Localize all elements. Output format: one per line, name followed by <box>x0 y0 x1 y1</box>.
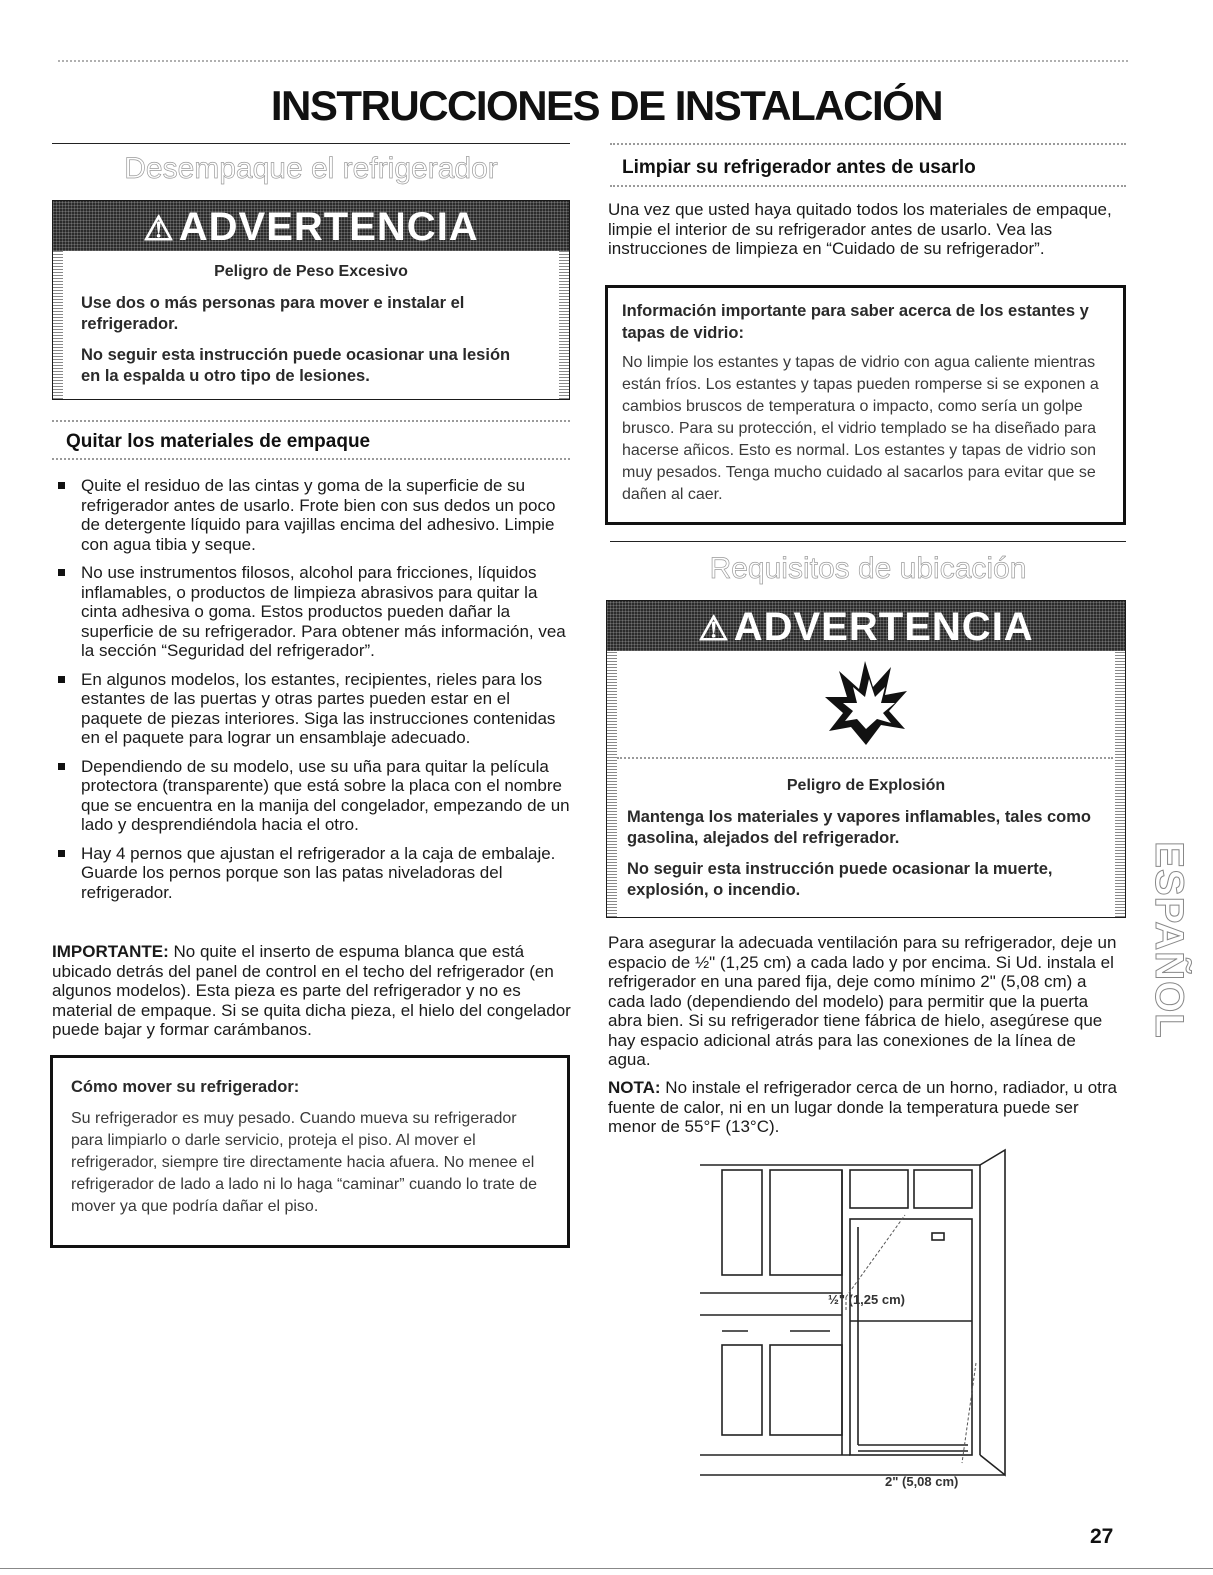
warning-title: Peligro de Explosión <box>786 777 946 794</box>
subsection-clean-before-use: Limpiar su refrigerador antes de usarlo <box>622 157 976 178</box>
explosion-icon <box>821 657 911 749</box>
list-item: En algunos modelos, los estantes, recipientes, rieles para los estantes de las puertas y otras partes pueden estar en el paquete de piezas interiores. Siga las instrucciones contenidas en el paquete para lograr un ensamblaje adecuado. <box>57 670 572 748</box>
list-item: Quite el residuo de las cintas y goma de la superficie de su refrigerador antes de usarlo. Frote bien con sus dedos un poco de detergente líquido para vajillas encima del adhesivo. Limpie con agua tibia y seque. <box>57 476 572 554</box>
page-number: 27 <box>1090 1525 1114 1548</box>
list-item: Dependiendo de su modelo, use su uña para quitar la película protectora (transparente) que está sobre la placa con el nombre que se encuentra en la manija del congelador, empezando de un lado y desprendiéndola hacia el otro. <box>57 757 572 835</box>
clean-intro-paragraph: Una vez que usted haya quitado todos los materiales de empaque, limpie el interior de su refrigerador antes de usarlo. Vea las instrucciones de limpieza en “Cuidado de su refrigerador”. <box>608 200 1112 258</box>
language-side-tab: ESPAÑOL <box>1147 841 1191 1039</box>
section-heading-location: Requisitos de ubicación <box>709 552 1027 585</box>
warning-text-2: No seguir esta instrucción puede ocasionar una lesión en la espalda u otro tipo de lesiones. <box>81 346 511 385</box>
left-section-rule <box>52 143 570 144</box>
important-paragraph: IMPORTANTE: No quite el inserto de espuma blanca que está ubicado detrás del panel de control en el techo del refrigerador (en algunos modelos). Esta pieza es parte del refrigerador y no es material de empaque. Si se quita dicha pieza, el hielo del congelador puede bajar y formar carámbanos. <box>52 942 571 1039</box>
warning-text-2: No seguir esta instrucción puede ocasionar la muerte, explosión, o incendio. <box>627 860 1053 899</box>
warning-label: ⚠ ADVERTENCIA <box>143 205 479 249</box>
moving-box-text: Su refrigerador es muy pesado. Cuando mueva su refrigerador para limpiarlo o darle servicio, proteja el piso. Al mover el refrigerador, siempre tire directamente hacia afuera. No menee el refrigerador de lado a lado ni lo haga “caminar” cuando lo trate de mover ya que podría dañar el piso. <box>71 1110 538 1215</box>
glass-box-title: Información importante para saber acerca de los estantes y tapas de vidrio: <box>622 302 1089 342</box>
ventilation-paragraph: Para asegurar la adecuada ventilación para su refrigerador, deje un espacio de ½" (1,25 cm) a cada lado y por encima. Si Ud. instala el refrigerador en una pared fija, deje como mínimo 2" (5,08 cm) a cada lado (dependiendo del modelo) para permitir que la puerta abra bien. Si su refrigerador tiene fábrica de hielo, asegúrese que hay espacio adicional atrás para las conexiones de la línea de agua. <box>608 933 1117 1069</box>
figure-label-half-inch: ½" (1,25 cm) <box>828 1292 905 1307</box>
glass-box-text: No limpie los estantes y tapas de vidrio con agua caliente mientras están fríos. Los estantes y tapas pueden romperse si se exponen a cambios bruscos de temperatura o impacto, como sería un golpe brusco. Para su protección, el vidrio templado se ha diseñado para hacerse añicos. Esto es normal. Los estantes y tapas de vidrio son muy pesados. Tenga mucho cuidado al sacarlos para evitar que se dañen al caer. <box>622 354 1099 503</box>
warning-box-weight <box>52 200 570 400</box>
right-section-rule <box>610 541 1126 542</box>
warning-triangle-icon: ⚠ <box>698 610 730 648</box>
warning-text-1: Mantenga los materiales y vapores inflamables, tales como gasolina, alejados del refrigerador. <box>627 808 1092 847</box>
figure-label-two-inch: 2" (5,08 cm) <box>885 1474 959 1489</box>
list-item: Hay 4 pernos que ajustan el refrigerador a la caja de embalaje. Guarde los pernos porque son las patas niveladoras del refrigerador. <box>57 844 572 903</box>
refrigerator-clearance-figure <box>700 1145 1015 1490</box>
packing-bullet-list <box>57 476 572 902</box>
warning-triangle-icon: ⚠ <box>143 210 175 248</box>
section-heading-unpack: Desempaque el refrigerador <box>124 152 498 185</box>
warning-banner <box>53 201 569 251</box>
warning-label: ⚠ ADVERTENCIA <box>698 605 1034 649</box>
moving-box-title: Cómo mover su refrigerador: <box>71 1078 300 1096</box>
warning-box-explosion <box>606 600 1126 918</box>
list-item: No use instrumentos filosos, alcohol para fricciones, líquidos inflamables, o productos de limpieza abrasivos para quitar la cinta adhesiva o goma. Estos productos pueden dañar la superficie de su refrigerador. Para obtener más información, vea la sección “Seguridad del refrigerador”. <box>57 563 572 661</box>
warning-banner <box>607 601 1125 651</box>
warning-title: Peligro de Peso Excesivo <box>214 263 408 280</box>
subsection-remove-packing: Quitar los materiales de empaque <box>66 431 371 452</box>
moving-info-box <box>50 1055 570 1248</box>
glass-shelves-info-box <box>605 285 1126 525</box>
top-dotted-rule <box>58 60 1128 62</box>
nota-paragraph: NOTA: No instale el refrigerador cerca de un horno, radiador, u otra fuente de calor, ni en un lugar donde la temperatura puede ser menor de 55°F (13°C). <box>608 1078 1117 1136</box>
page-title: INSTRUCCIONES DE INSTALACIÓN <box>270 82 943 129</box>
warning-text-1: Use dos o más personas para mover e instalar el refrigerador. <box>81 294 465 333</box>
